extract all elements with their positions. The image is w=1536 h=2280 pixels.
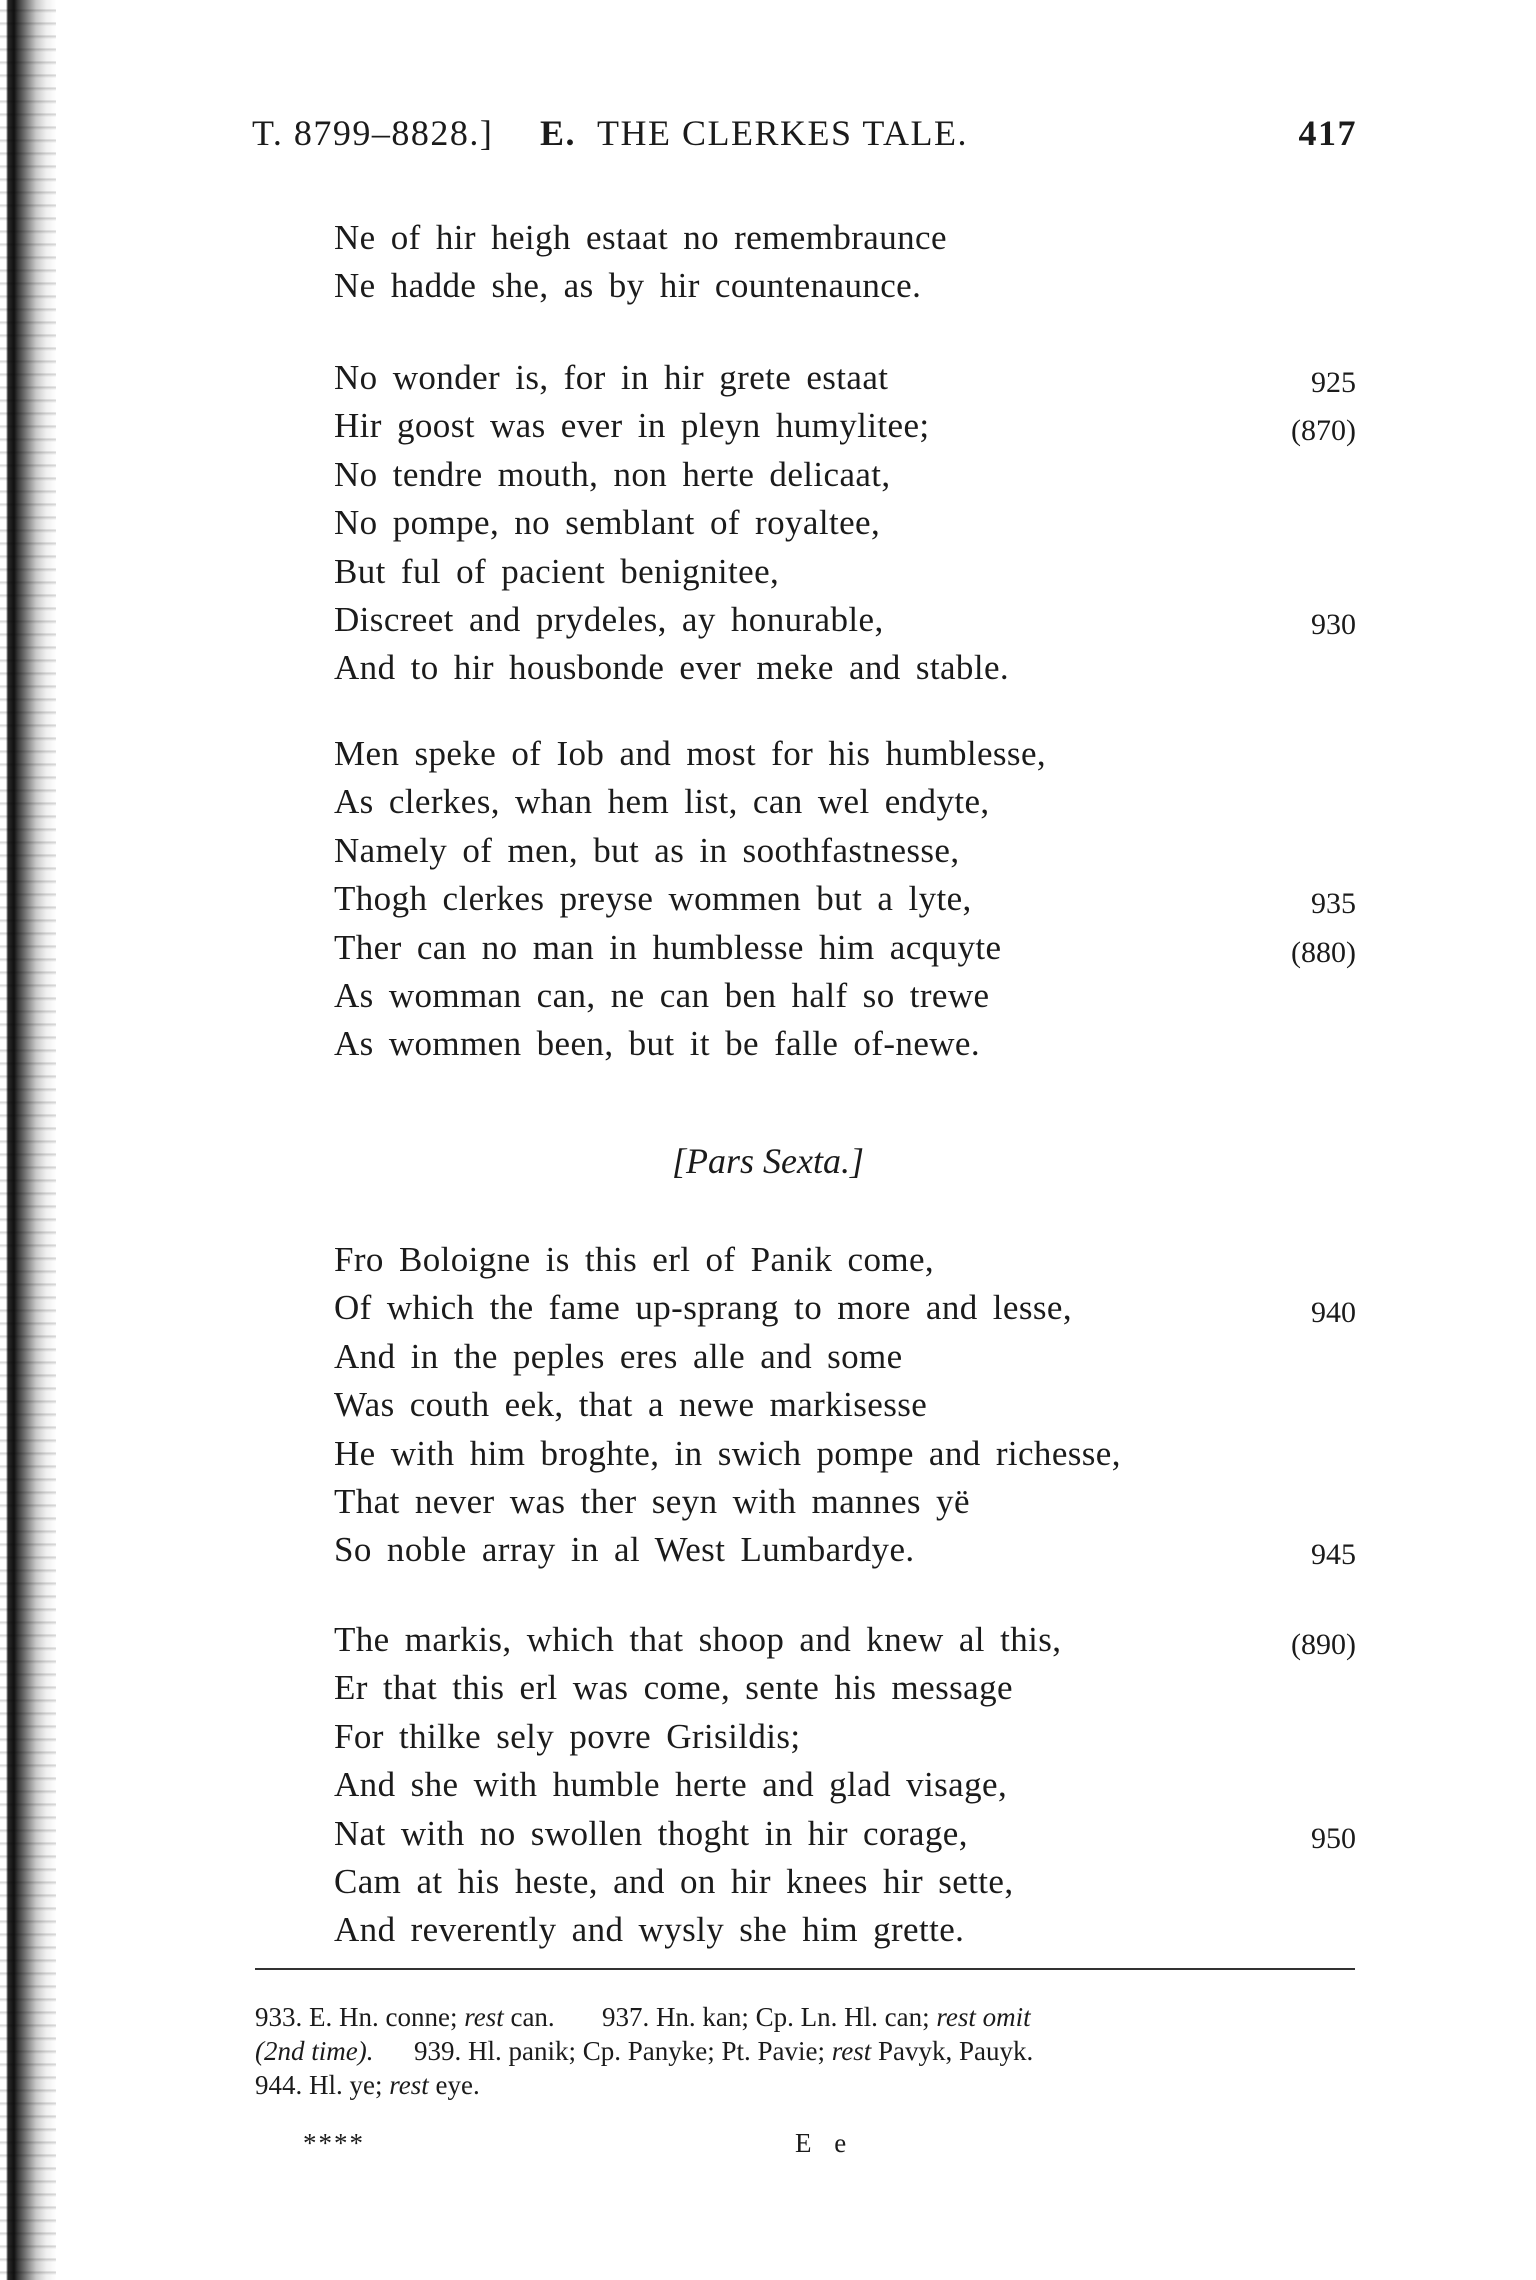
verse-line: So noble array in al West Lumbardye. bbox=[334, 1530, 915, 1570]
verse-line: Of which the fame up-sprang to more and lesse, bbox=[334, 1288, 1072, 1328]
signature-mark: E e bbox=[795, 2128, 855, 2158]
verse-line: And she with humble herte and glad visage, bbox=[334, 1765, 1008, 1805]
verse-line: As clerkes, whan hem list, can wel endyte, bbox=[334, 782, 990, 822]
verse-line: Thogh clerkes preyse wommen but a lyte, bbox=[334, 879, 972, 919]
verse-line: Ther can no man in humblesse him acquyte bbox=[334, 927, 1002, 967]
verse-line: No pompe, no semblant of royaltee, bbox=[334, 503, 881, 543]
verse-line: Men speke of Iob and most for his humblesse, bbox=[334, 734, 1047, 773]
verse-line: Ne of hir heigh estaat no remembraunce bbox=[334, 218, 947, 257]
verse-line: And to hir housbonde ever meke and stable. bbox=[334, 648, 1010, 688]
footnote-line-2: (2nd time). 939. Hl. panik; Cp. Panyke; Pt. Pavie; rest Pavyk, Pauyk. bbox=[255, 2036, 1034, 2066]
verse-line: As womman can, ne can ben half so trewe bbox=[334, 976, 990, 1015]
page-number: 417 bbox=[1298, 113, 1357, 153]
verse-line: And in the peples eres alle and some bbox=[334, 1336, 903, 1376]
verse-line: Fro Boloigne is this erl of Panik come, bbox=[334, 1240, 935, 1279]
tale-title: THE CLERKES TALE. bbox=[597, 113, 968, 153]
verse-line: The markis, which that shoop and knew al this, bbox=[334, 1620, 1062, 1659]
verse-line: As wommen been, but it be falle of-newe. bbox=[334, 1024, 981, 1064]
footnote-line-3: 944. Hl. ye; rest eye. bbox=[255, 2070, 480, 2100]
verse-line: That never was ther seyn with mannes yë bbox=[334, 1482, 970, 1521]
footnote-rule bbox=[255, 1968, 1355, 1970]
section-heading: [Pars Sexta.] bbox=[672, 1141, 864, 1181]
line-number: 935 bbox=[1311, 887, 1356, 921]
line-number: 945 bbox=[1311, 1538, 1356, 1572]
verse-line: Discreet and prydeles, ay honurable, bbox=[334, 600, 884, 639]
line-range: T. 8799–8828.] bbox=[252, 113, 494, 153]
line-number: (880) bbox=[1291, 935, 1356, 969]
verse-line: Cam at his heste, and on hir knees hir sette, bbox=[334, 1862, 1014, 1901]
verse-line: Nat with no swollen thoght in hir corage, bbox=[334, 1813, 968, 1853]
running-header bbox=[252, 112, 1357, 162]
running-title bbox=[540, 112, 968, 154]
verse-line: Namely of men, but as in soothfastnesse, bbox=[334, 830, 960, 870]
line-number: (870) bbox=[1291, 414, 1356, 448]
fragment-letter: E. bbox=[540, 113, 577, 153]
line-number: 930 bbox=[1311, 608, 1356, 641]
footnote-line-1: 933. E. Hn. conne; rest can. 937. Hn. kan; Cp. Ln. Hl. can; rest omit bbox=[255, 2002, 1031, 2032]
line-number: 950 bbox=[1311, 1821, 1356, 1855]
line-number: 925 bbox=[1311, 366, 1356, 399]
verse-line: Er that this erl was come, sente his message bbox=[334, 1668, 1013, 1708]
verse-line: For thilke sely povre Grisildis; bbox=[334, 1716, 801, 1756]
verse-line: And reverently and wysly she him grette. bbox=[334, 1910, 965, 1950]
verse-line: No tendre mouth, non herte delicaat, bbox=[334, 454, 891, 494]
verse-line: He with him broghte, in swich pompe and richesse, bbox=[334, 1433, 1121, 1473]
verse-line: But ful of pacient benignitee, bbox=[334, 551, 780, 591]
verse-line: Hir goost was ever in pleyn humylitee; bbox=[334, 406, 930, 446]
signature-stars: **** bbox=[303, 2128, 365, 2158]
line-number: (890) bbox=[1291, 1628, 1356, 1661]
verse-line: Ne hadde she, as by hir countenaunce. bbox=[334, 266, 922, 306]
verse-line: Was couth eek, that a newe markisesse bbox=[334, 1385, 928, 1425]
footnotes bbox=[255, 2000, 1355, 2102]
verse-line: No wonder is, for in hir grete estaat bbox=[334, 358, 889, 397]
line-number: 940 bbox=[1311, 1296, 1356, 1330]
